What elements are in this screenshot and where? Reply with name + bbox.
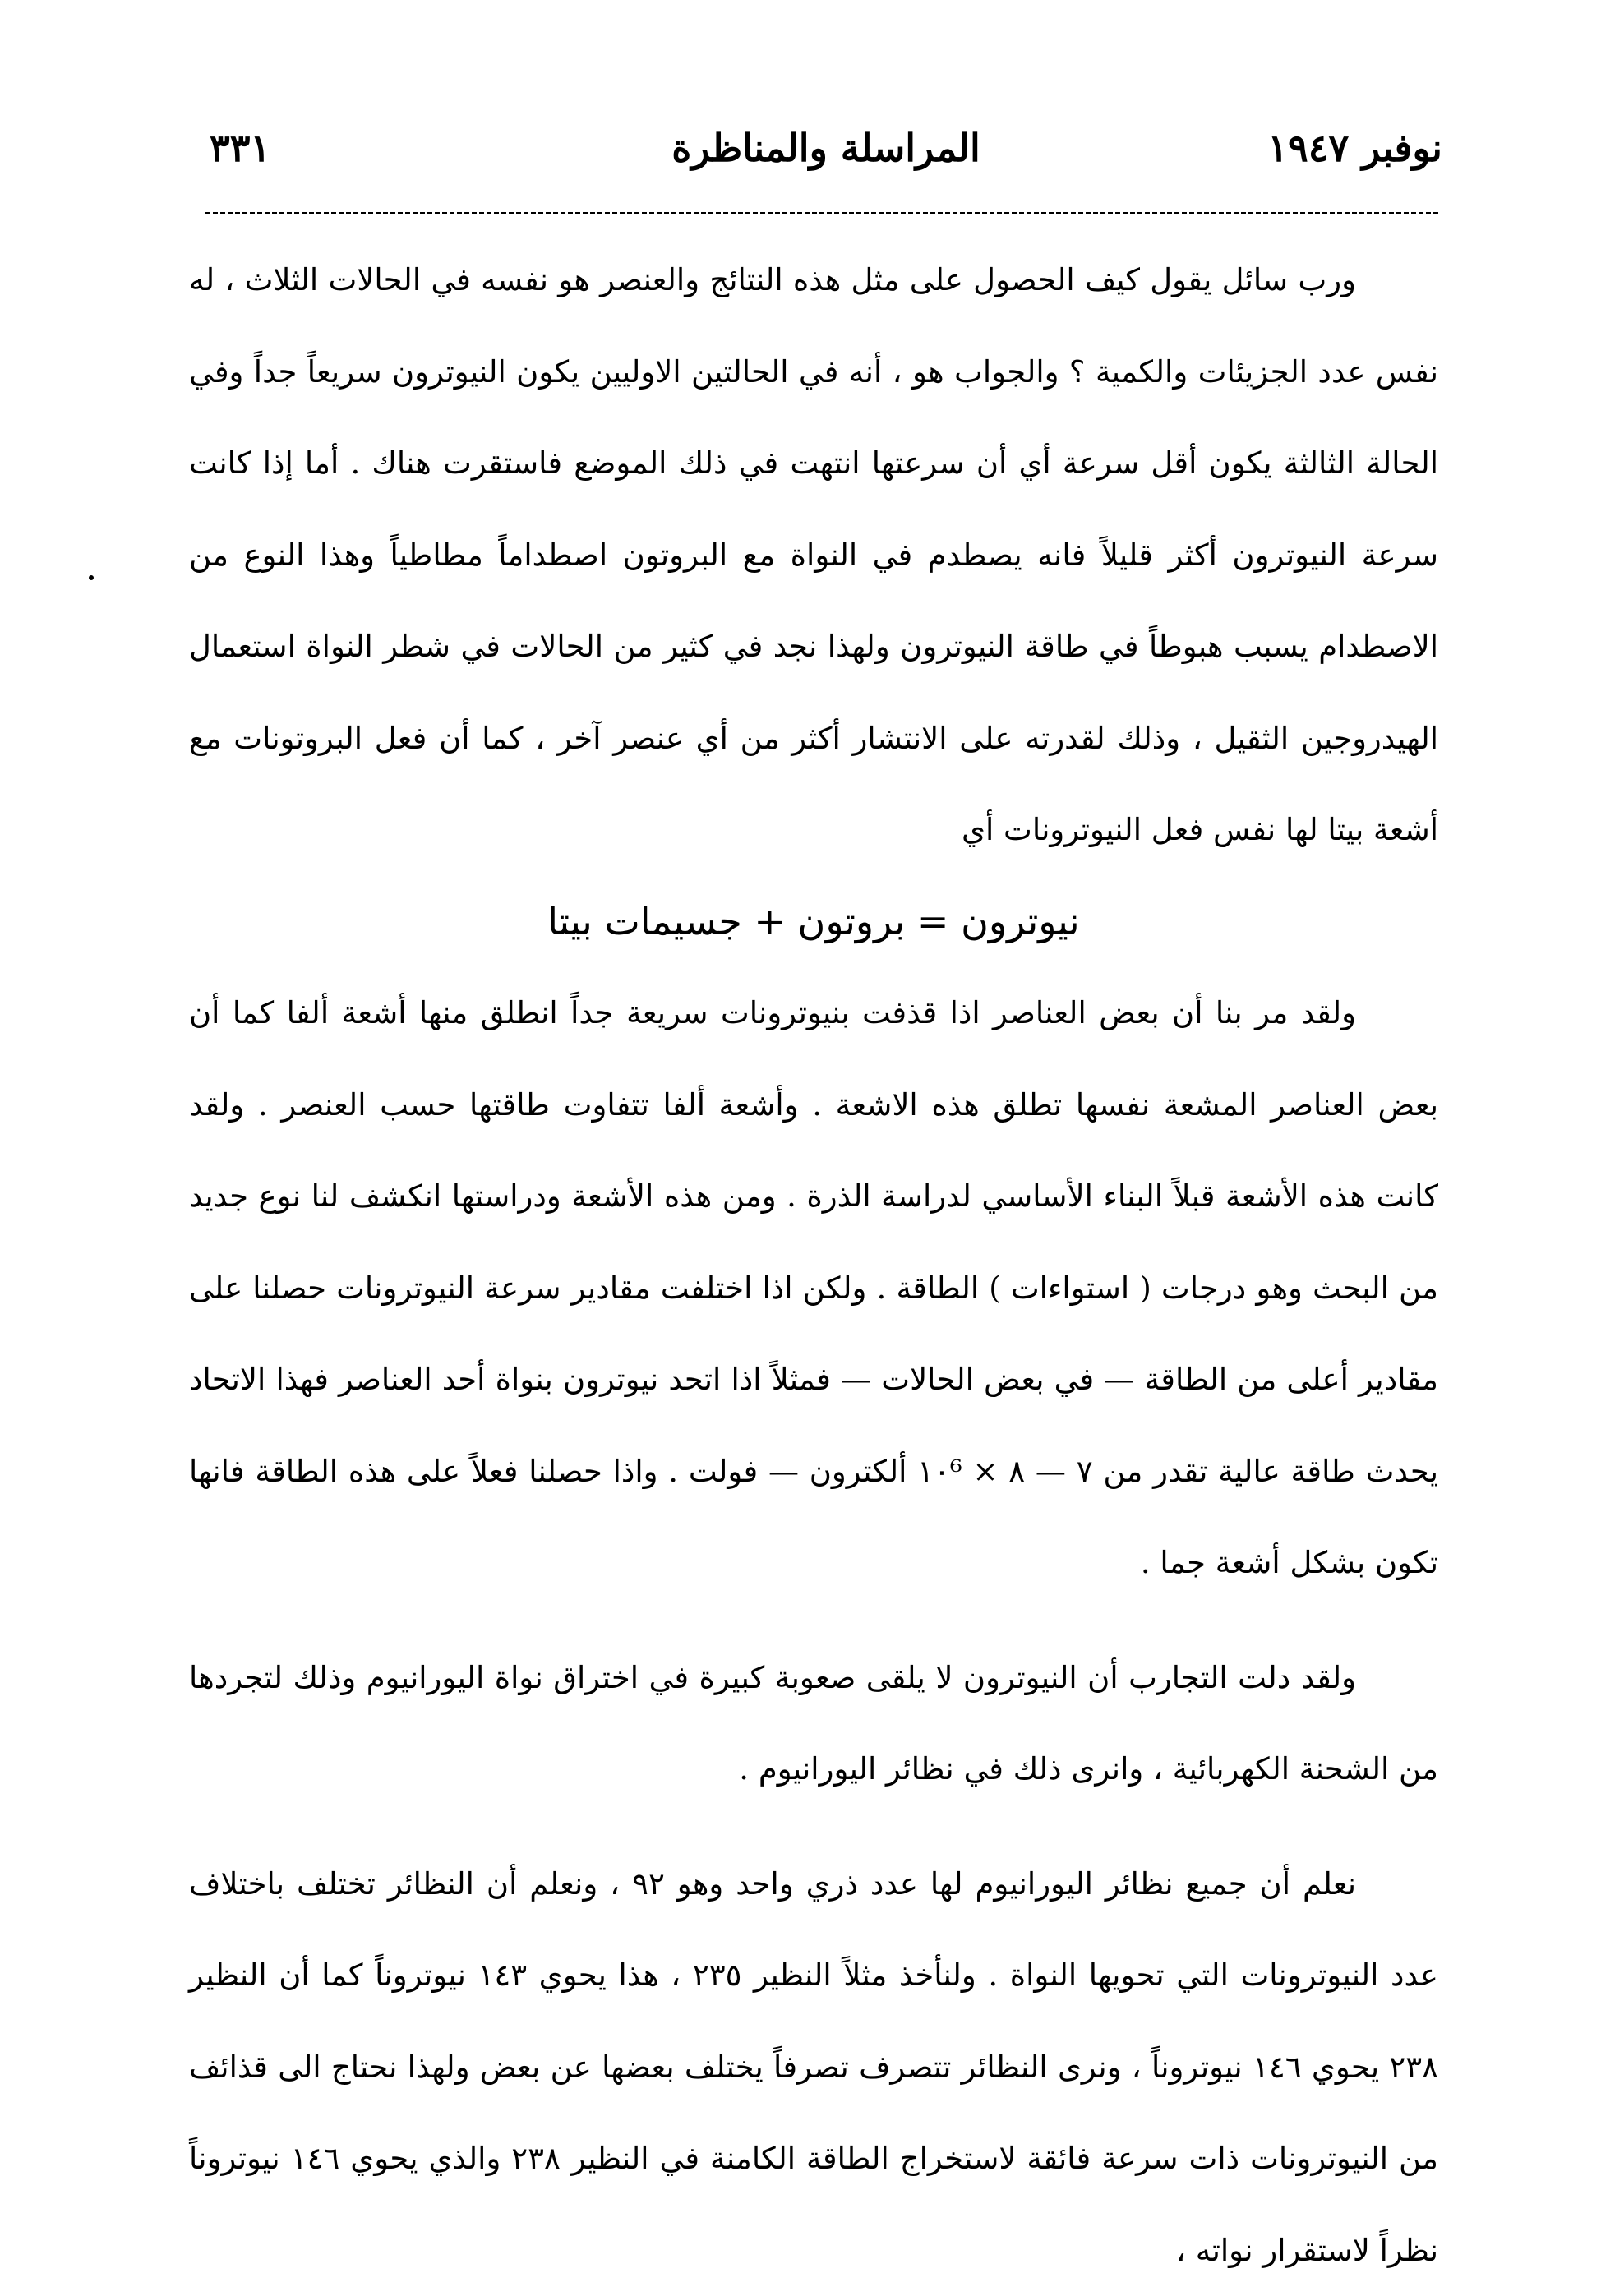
- paragraph-3: ولقد دلت التجارب أن النيوترون لا يلقى صعوبة كبيرة في اختراق نواة اليورانيوم وذلك لتجردها من الشحنة الكهربائية ، وانرى ذلك في نظائر اليورانيوم .: [189, 1632, 1438, 1815]
- header-rule: [205, 212, 1438, 214]
- page-number: ٣٣١: [210, 115, 270, 181]
- equation: نيوترون = بروتون + جسيمات بيتا: [189, 876, 1438, 968]
- paragraph-2: ولقد مر بنا أن بعض العناصر اذا قذفت بنيوترونات سريعة جداً انطلق منها أشعة ألفا كما أن بعض العناصر المشعة نفسها تطلق هذه الاشعة . وأشعة ألفا تتفاوت طاقتها حسب العنصر . ولقد كانت هذه الأشعة قبلاً البناء الأساسي لدراسة الذرة . ومن هذه الأشعة ودراستها انكشف لنا نوع جديد من البحث وهو درجات ( استواءات ) الطاقة . ولكن اذا اختلفت مقادير سرعة النيوترونات حصلنا على مقادير أعلى من الطاقة — في بعض الحالات — فمثلاً اذا اتحد نيوترون بنواة أحد العناصر فهذا الاتحاد يحدث طاقة عالية تقدر من ٧ — ٨ × ١٠⁶ ألكترون — فولت . واذا حصلنا فعلاً على هذه الطاقة فانها تكون بشكل أشعة جما .: [189, 967, 1438, 1609]
- header-title: المراسلة والمناظرة: [671, 115, 980, 181]
- paragraph-4: نعلم أن جميع نظائر اليورانيوم لها عدد ذري واحد وهو ٩٢ ، ونعلم أن النظائر تختلف باختلاف عدد النيوترونات التي تحويها النواة . ولنأخذ مثلاً النظير ٢٣٥ ، هذا يحوي ١٤٣ نيوتروناً كما أن النظير ٢٣٨ يحوي ١٤٦ نيوتروناً ، ونرى النظائر تتصرف تصرفاً يختلف بعضها عن بعض ولهذا نحتاج الى قذائف من النيوترونات ذات سرعة فائقة لاستخراج الطاقة الكامنة في النظير ٢٣٨ والذي يحوي ١٤٦ نيوتروناً نظراً لاستقرار نواته ،: [189, 1838, 1438, 2296]
- margin-dot: [89, 575, 94, 580]
- paragraph-1: ورب سائل يقول كيف الحصول على مثل هذه النتائج والعنصر هو نفسه في الحالات الثلاث ، له نفس عدد الجزيئات والكمية ؟ والجواب هو ، أنه في الحالتين الاوليين يكون النيوترون سريعاً جداً وفي الحالة الثالثة يكون أقل سرعة أي أن سرعتها انتهت في ذلك الموضع فاستقرت هناك . أما إذا كانت سرعة النيوترون أكثر قليلاً فانه يصطدم في النواة مع البروتون اصطداماً مطاطياً وهذا النوع من الاصطدام يسبب هبوطاً في طاقة النيوترون ولهذا نجد في كثير من الحالات في شطر النواة استعمال الهيدروجين الثقيل ، وذلك لقدرته على الانتشار أكثر من أي عنصر آخر ، كما أن فعل البروتونات مع أشعة بيتا لها نفس فعل النيوترونات أي: [189, 234, 1438, 876]
- article-body: [189, 234, 1438, 2296]
- page-header: [210, 115, 1442, 181]
- header-date: نوفبر ١٩٤٧: [1267, 115, 1442, 181]
